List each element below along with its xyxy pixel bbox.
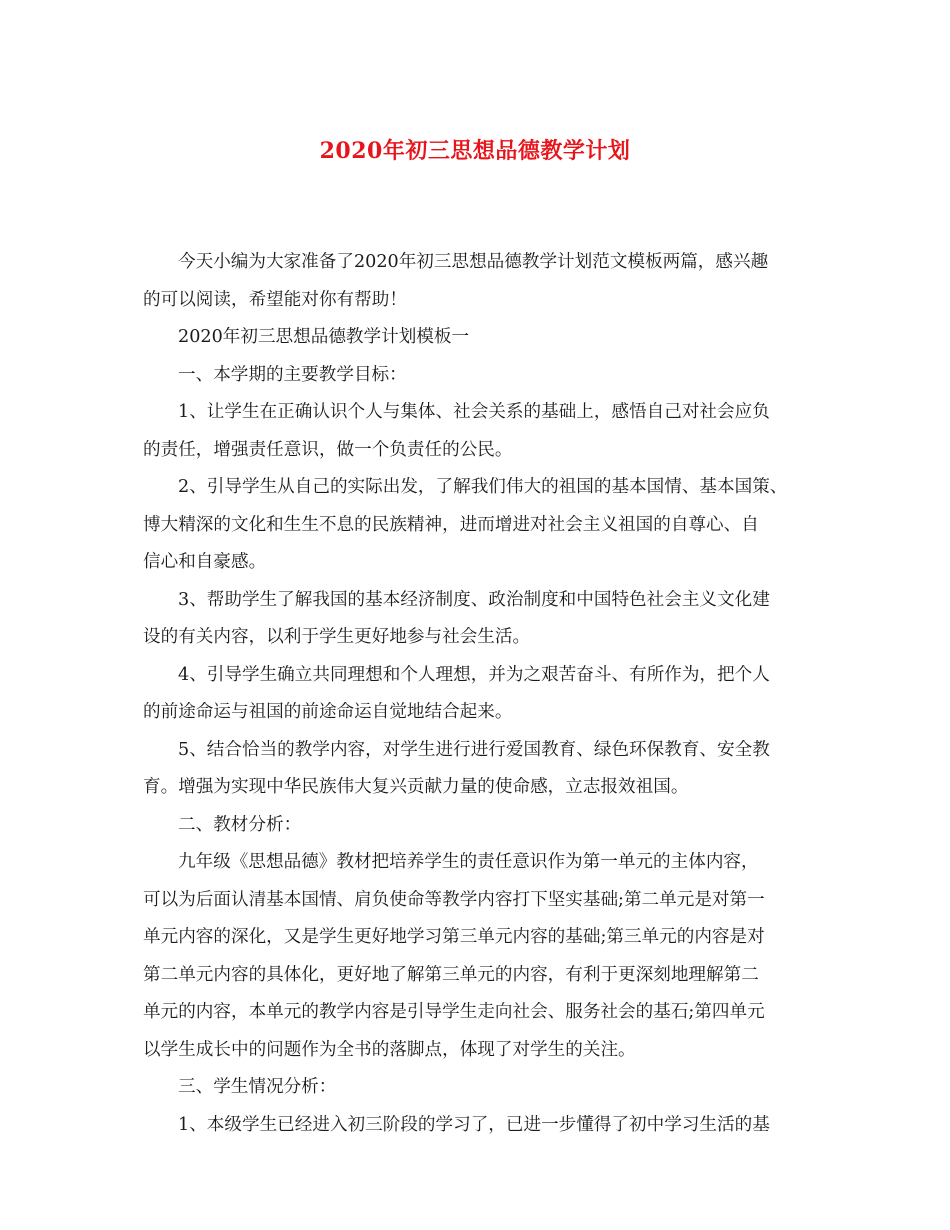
paragraph-goal-1 xyxy=(143,394,819,469)
paragraph-materials xyxy=(143,844,819,1069)
text-line: 第二单元内容的具体化，更好地了解第三单元的内容，有利于更深刻地理解第二 xyxy=(143,964,759,985)
document-title: 2020年初三思想品德教学计划 xyxy=(319,138,631,164)
text-line: 设的有关内容，以利于学生更好地参与社会生活。 xyxy=(143,627,531,647)
section-heading-students xyxy=(143,1069,819,1107)
text-line: 育。增强为实现中华民族伟大复兴贡献力量的使命感，立志报效祖国。 xyxy=(143,777,689,797)
text-line: 1、本级学生已经进入初三阶段的学习了，已进一步懂得了初中学习生活的基 xyxy=(178,1114,770,1135)
text-line: 二、教材分析： xyxy=(178,814,302,835)
text-line: 5、结合恰当的教学内容，对学生进行进行爱国教育、绿色环保教育、安全教 xyxy=(178,739,770,760)
text-line: 今天小编为大家准备了2020年初三思想品德教学计划范文模板两篇，感兴趣 xyxy=(178,252,769,272)
text-line: 3、帮助学生了解我国的基本经济制度、政治制度和中国特色社会主义文化建 xyxy=(178,589,770,610)
paragraph-goal-2 xyxy=(143,469,819,582)
text-line: 一、本学期的主要教学目标： xyxy=(178,364,407,385)
paragraph-goal-5 xyxy=(143,732,819,807)
section-heading-materials xyxy=(143,807,819,845)
text-line: 单元的内容，本单元的教学内容是引导学生走向社会、服务社会的基石;第四单元 xyxy=(143,1002,765,1022)
text-line: 的可以阅读，希望能对你有帮助！ xyxy=(143,289,407,310)
text-line: 4、引导学生确立共同理想和个人理想，并为之艰苦奋斗、有所作为，把个人 xyxy=(178,664,770,685)
document-body xyxy=(143,244,819,1144)
paragraph-students-1 xyxy=(143,1107,819,1145)
text-line: 2、引导学生从自己的实际出发，了解我们伟大的祖国的基本国情、基本国策、 xyxy=(178,477,788,497)
text-line: 三、学生情况分析： xyxy=(178,1077,337,1097)
text-line: 以学生成长中的问题作为全书的落脚点，体现了对学生的关注。 xyxy=(143,1039,636,1060)
text-line: 单元内容的深化，又是学生更好地学习第三单元内容的基础;第三单元的内容是对 xyxy=(143,927,765,947)
text-line: 九年级《思想品德》教材把培养学生的责任意识作为第一单元的主体内容， xyxy=(178,852,759,872)
paragraph-intro xyxy=(143,244,819,319)
text-line: 可以为后面认清基本国情、肩负使命等教学内容打下坚实基础;第二单元是对第一 xyxy=(143,889,765,910)
section-heading-template-one xyxy=(143,319,819,357)
text-line: 1、让学生在正确认识个人与集体、社会关系的基础上，感悟自己对社会应负 xyxy=(178,402,770,422)
paragraph-goal-4 xyxy=(143,657,819,732)
text-line: 的责任，增强责任意识，做一个负责任的公民。 xyxy=(143,439,513,460)
text-line: 的前途命运与祖国的前途命运自觉地结合起来。 xyxy=(143,702,513,722)
text-line: 博大精深的文化和生生不息的民族精神，进而增进对社会主义祖国的自尊心、自 xyxy=(143,514,759,535)
text-line: 信心和自豪感。 xyxy=(143,552,267,572)
text-line: 2020年初三思想品德教学计划模板一 xyxy=(178,327,470,347)
paragraph-goal-3 xyxy=(143,582,819,657)
section-heading-goals xyxy=(143,357,819,395)
